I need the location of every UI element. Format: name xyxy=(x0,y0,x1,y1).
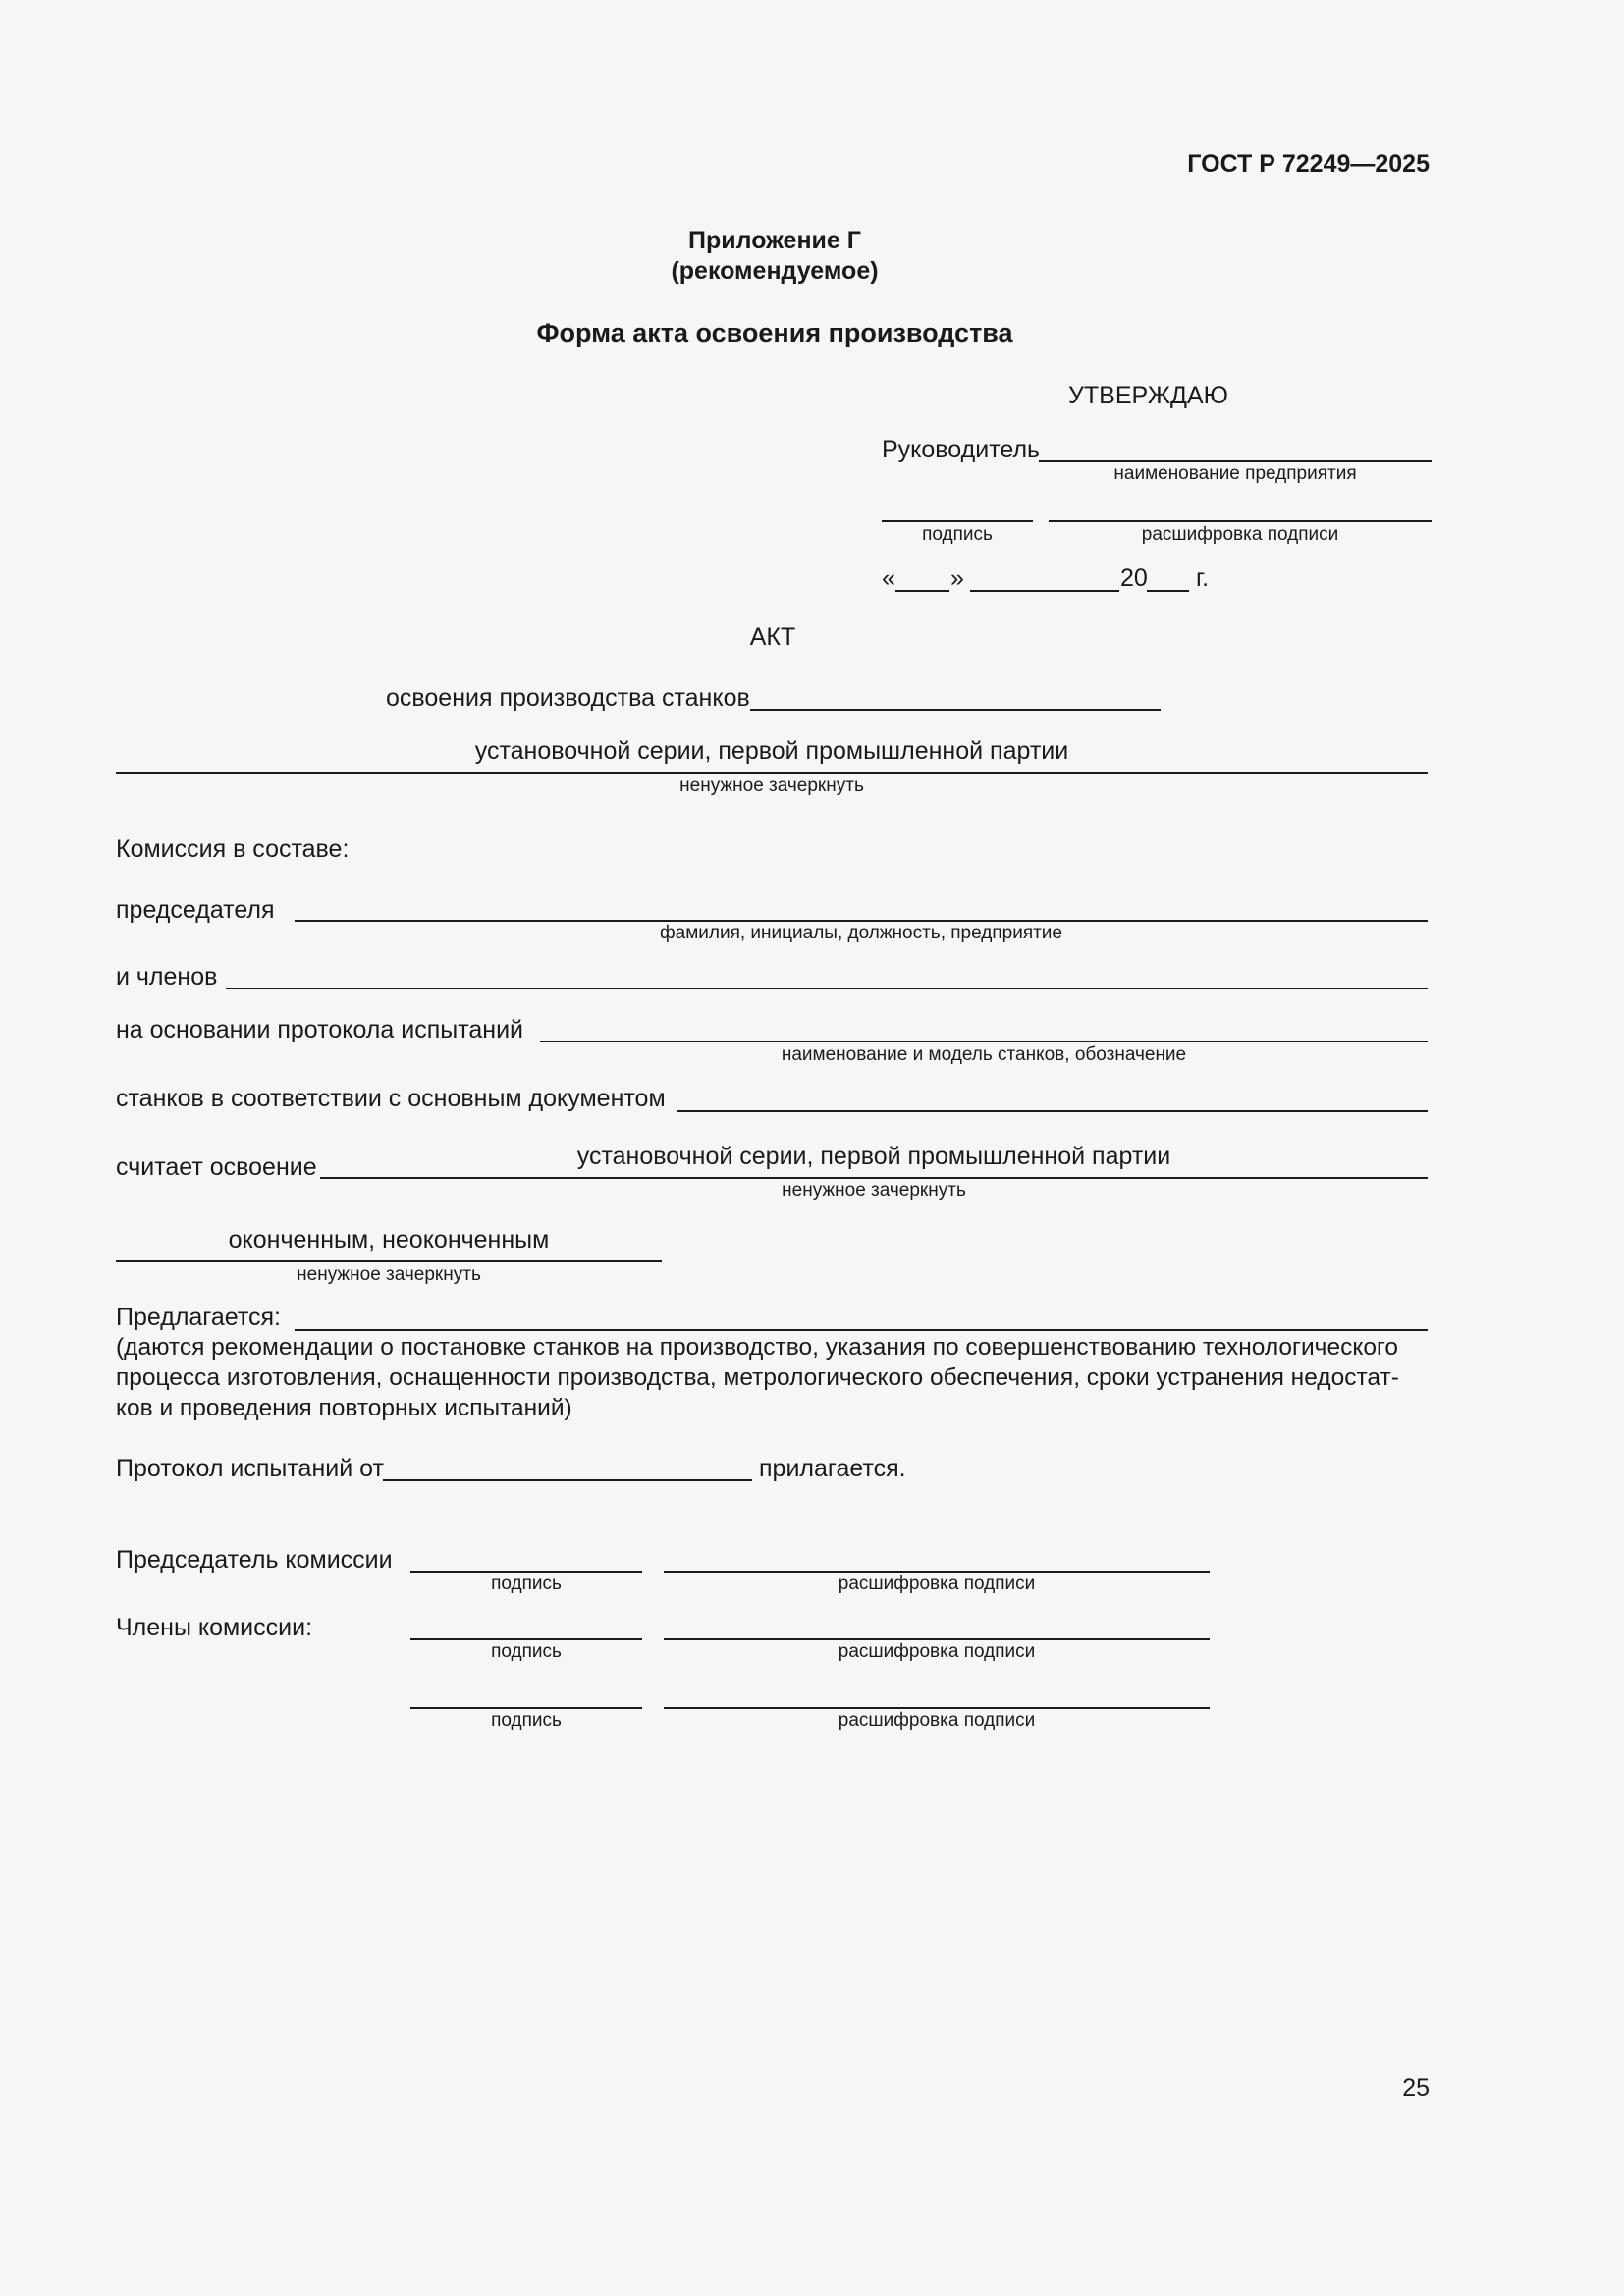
recommendation-line-2: процесса изготовления, оснащенности производства, метрологического обеспечения, сроки устранения недостат- xyxy=(116,1364,1399,1391)
chairman-decode-caption: расшифровка подписи xyxy=(838,1574,1036,1594)
considers-caption: ненужное зачеркнуть xyxy=(782,1180,966,1201)
recommendation-line-1: (даются рекомендации о постановке станков на производство, указания по совершенствованию технологического xyxy=(116,1334,1398,1361)
finished-text: оконченным, неоконченным xyxy=(228,1226,550,1254)
approve-label: УТВЕРЖДАЮ xyxy=(1068,382,1228,409)
protocol-attached: прилагается. xyxy=(759,1455,906,1482)
act-subject-line[interactable] xyxy=(750,709,1161,711)
appendix-subtitle: (рекомендуемое) xyxy=(671,257,879,285)
head-sign-caption: подпись xyxy=(922,524,993,545)
chairman-sign-caption: подпись xyxy=(491,1574,562,1594)
head-decode-line[interactable] xyxy=(1049,520,1432,522)
standard-designation: ГОСТ Р 72249—2025 xyxy=(1187,150,1430,178)
proposed-line[interactable] xyxy=(295,1329,1428,1331)
member1-decode-line[interactable] xyxy=(664,1638,1210,1640)
date-open-quote: « xyxy=(882,564,895,592)
chairman-caption: фамилия, инициалы, должность, предприятие xyxy=(660,923,1062,943)
head-label: Руководитель xyxy=(882,436,1041,463)
act-subject: освоения производства станков xyxy=(386,684,750,712)
protocol-label: на основании протокола испытаний xyxy=(116,1016,524,1043)
finished-caption: ненужное зачеркнуть xyxy=(297,1264,481,1285)
commission-intro: Комиссия в составе: xyxy=(116,835,350,863)
member2-decode-caption: расшифровка подписи xyxy=(838,1710,1036,1731)
page-number: 25 xyxy=(1402,2074,1430,2102)
member1-decode-caption: расшифровка подписи xyxy=(838,1641,1036,1662)
date-year-prefix: 20 xyxy=(1120,564,1148,592)
chairman-sign-label: Председатель комиссии xyxy=(116,1546,393,1574)
chairman-label: председателя xyxy=(116,896,275,924)
protocol-caption: наименование и модель станков, обозначение xyxy=(781,1044,1187,1065)
member1-sign-line[interactable] xyxy=(410,1638,642,1640)
head-decode-caption: расшифровка подписи xyxy=(1141,524,1339,545)
considers-line[interactable] xyxy=(320,1177,1428,1179)
act-series-line[interactable] xyxy=(116,772,1428,774)
members-label: и членов xyxy=(116,963,218,990)
members-line[interactable] xyxy=(226,988,1428,989)
member2-sign-caption: подпись xyxy=(491,1710,562,1731)
member1-sign-caption: подпись xyxy=(491,1641,562,1662)
proposed-label: Предлагается: xyxy=(116,1304,282,1331)
considers-label: считает освоение xyxy=(116,1153,317,1181)
member2-sign-line[interactable] xyxy=(410,1707,642,1709)
conformity-label: станков в соответствии с основным документом xyxy=(116,1085,666,1112)
protocol-date-line[interactable] xyxy=(383,1479,752,1481)
finished-line[interactable] xyxy=(116,1260,662,1262)
conformity-line[interactable] xyxy=(677,1110,1428,1112)
recommendation-line-3: ков и проведения повторных испытаний) xyxy=(116,1395,572,1421)
considers-text: установочной серии, первой промышленной партии xyxy=(576,1143,1171,1170)
act-series-text: установочной серии, первой промышленной партии xyxy=(474,737,1069,765)
chairman-sign-line[interactable] xyxy=(410,1571,642,1573)
head-caption: наименование предприятия xyxy=(1113,463,1357,484)
members-sign-label: Члены комиссии: xyxy=(116,1614,313,1641)
date-year-suffix: г. xyxy=(1196,564,1210,592)
act-title: АКТ xyxy=(749,623,796,651)
appendix-title: Приложение Г xyxy=(688,227,861,254)
date-day-line[interactable] xyxy=(895,590,949,592)
head-sign-line[interactable] xyxy=(882,520,1033,522)
form-title: Форма акта освоения производства xyxy=(536,318,1013,347)
date-close-quote: » xyxy=(950,564,964,592)
act-strike-caption: ненужное зачеркнуть xyxy=(679,775,864,796)
chairman-decode-line[interactable] xyxy=(664,1571,1210,1573)
member2-decode-line[interactable] xyxy=(664,1707,1210,1709)
date-month-line[interactable] xyxy=(970,590,1119,592)
chairman-line[interactable] xyxy=(295,920,1428,922)
protocol-line[interactable] xyxy=(540,1041,1428,1042)
protocol-from-label: Протокол испытаний от xyxy=(116,1455,384,1482)
head-line[interactable] xyxy=(1039,460,1432,462)
date-year-line[interactable] xyxy=(1147,590,1189,592)
